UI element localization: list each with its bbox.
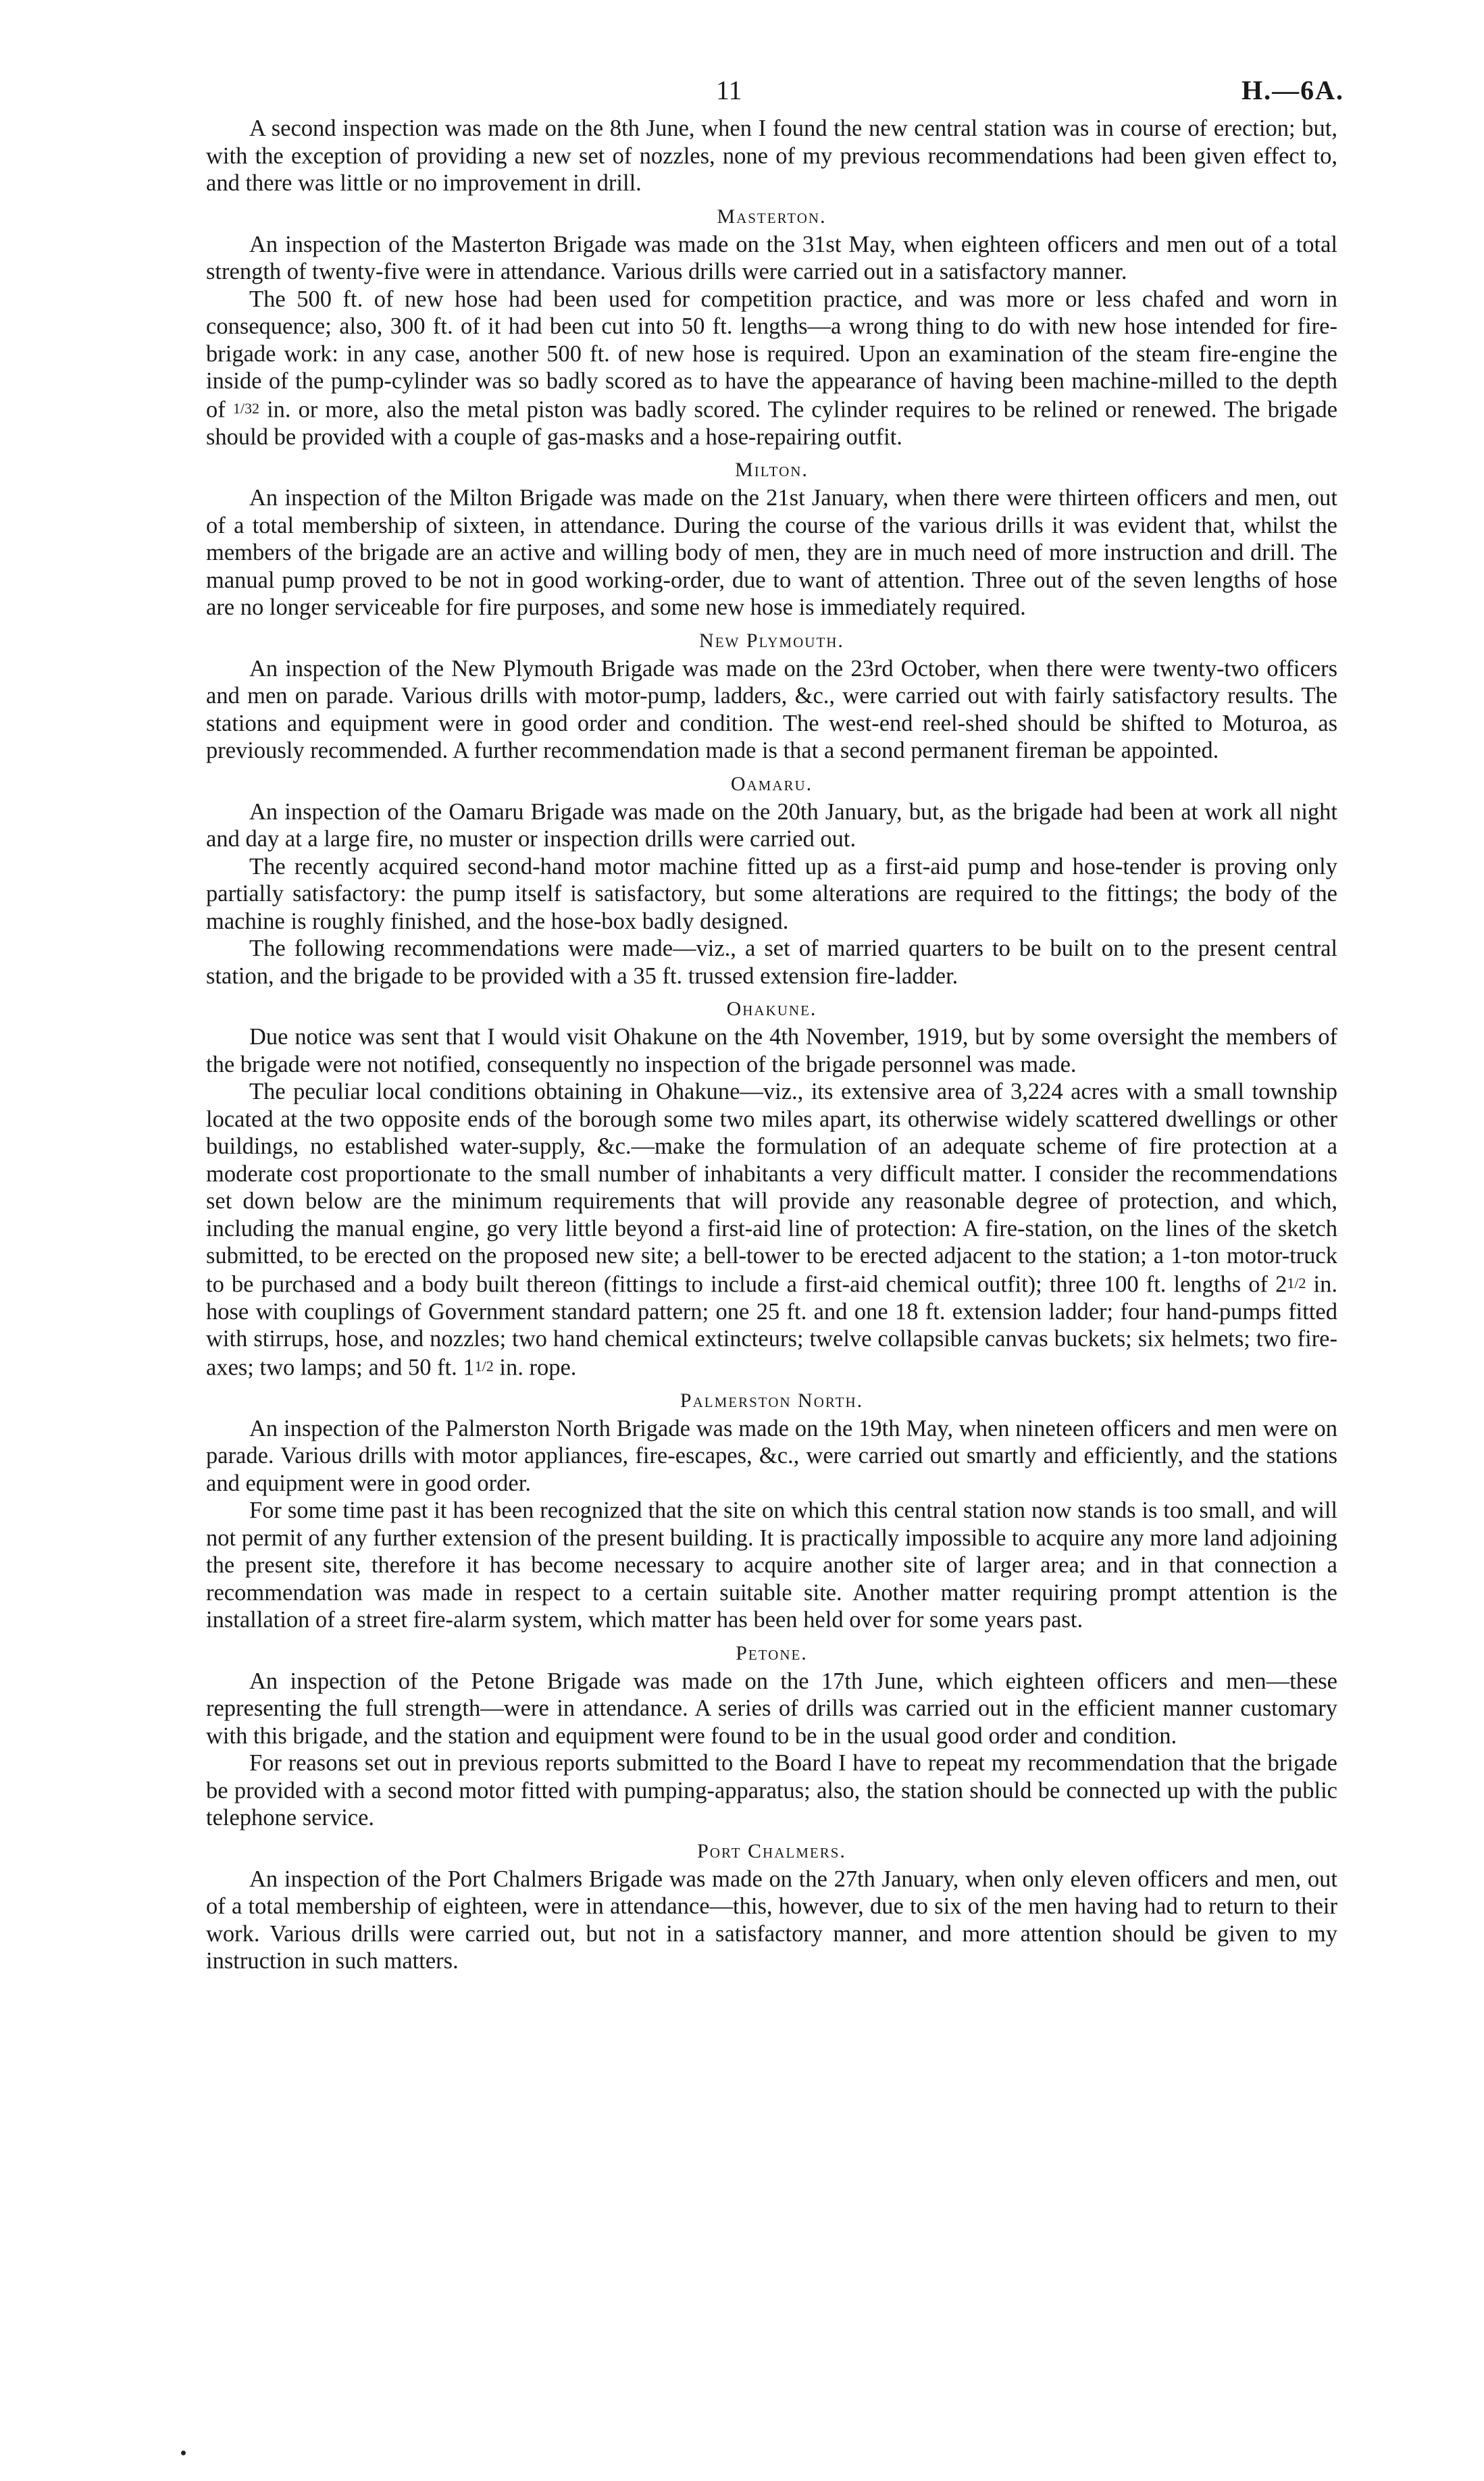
print-speck <box>181 2451 186 2455</box>
running-head <box>206 74 1344 115</box>
section-title-milton: Milton. <box>735 459 809 481</box>
oamaru-paragraph-3: The following recommendations were made—viz., a set of married quarters to be built on to the present central station, and the brigade to be provided with a 35 ft. trussed extension fire-ladder. <box>206 936 1337 989</box>
ohakune-p2-text-b: in. hose with couplings of Government standard pattern; one 25 ft. and one 18 ft. extension ladder; four hand-pumps fitted with stirrups, hose, and nozzles; two hand chemical extincteurs; twelve collapsible canvas buckets; six helmets; two fire-axes; two lamps; and 50 ft. 1 <box>206 1271 1338 1380</box>
ohakune-p2-text-c: in. rope. <box>499 1354 577 1380</box>
section-title-port-chalmers: Port Chalmers. <box>697 1839 846 1862</box>
section-title-masterton: Masterton. <box>717 205 827 228</box>
document-page <box>206 74 1344 1975</box>
new-plymouth-paragraph-1: An inspection of the New Plymouth Brigade was made on the 23rd October, when there were twenty-two officers and men on parade. Various drills with motor-pump, ladders, &c., were carried out with fairly satisfactory results. The stations and equipment were in good order and condition. The west-end reel-shed should be shifted to Moturoa, as previously recommended. A further recommendation made is that a second permanent fireman be appointed. <box>206 655 1337 763</box>
ohakune-paragraph-1: Due notice was sent that I would visit Ohakune on the 4th November, 1919, but by some oversight the members of the brigade were not notified, consequently no inspection of the brigade personnel was made. <box>206 1024 1337 1077</box>
masterton-p2-text-a: The 500 ft. of new hose had been used for competition practice, and was more or less chafed and worn in consequence; also, 300 ft. of it had been cut into 50 ft. lengths—a wrong thing to do with new hose intended for fire-brigade work: in any case, another 500 ft. of new hose is required. Upon an examination of the steam fire-engine the inside of the pump-cylinder was so badly scored as to have the appearance of having been machine-milled to the depth of <box>206 286 1337 422</box>
fraction-one-half: 1/2 <box>1287 1274 1306 1291</box>
document-reference: H.—6A. <box>1242 75 1344 105</box>
port-chalmers-paragraph-1: An inspection of the Port Chalmers Brigade was made on the 27th January, when only eleven officers and men, out of a total membership of eighteen, were in attendance—this, however, due to six of the men having had to return to their work. Various drills were carried out, but not in a satisfactory manner, and more attention should be given to my instruction in such matters. <box>206 1866 1337 1974</box>
section-title-palmerston-north: Palmerston North. <box>680 1389 864 1412</box>
section-title-petone: Petone. <box>736 1641 808 1664</box>
section-title-new-plymouth: New Plymouth. <box>699 629 844 652</box>
masterton-paragraph-2 <box>206 286 1337 451</box>
fraction-one-thirty-second: 1/32 <box>232 399 259 417</box>
section-title-oamaru: Oamaru. <box>730 772 813 795</box>
ohakune-paragraph-2 <box>206 1078 1337 1381</box>
petone-paragraph-1: An inspection of the Petone Brigade was made on the 17th June, which eighteen officers and men—these representing the full strength—were in attendance. A series of drills was carried out in the efficient manner customary with this brigade, and the station and equipment were found to be in the usual good order and condition. <box>206 1668 1337 1749</box>
masterton-p2-text-b: in. or more, also the metal piston was badly scored. The cylinder requires to be relined or renewed. The brigade should be provided with a couple of gas-masks and a hose-repairing outfit. <box>206 397 1338 450</box>
palmerston-north-paragraph-2: For some time past it has been recognized that the site on which this central station now stands is too small, and will not permit of any further extension of the present building. It is practically impossible to acquire any more land adjoining the present site, therefore it has become necessary to acquire another site of larger area; and in that connection a recommendation was made in respect to a certain suitable site. Another matter requiring prompt attention is the installation of a street fire-alarm system, which matter has been held over for some years past. <box>206 1498 1337 1633</box>
intro-paragraph: A second inspection was made on the 8th June, when I found the new central station was in course of erection; but, with the exception of providing a new set of nozzles, none of my previous recommendations had been given effect to, and there was little or no improvement in drill. <box>206 116 1337 196</box>
page-number: 11 <box>716 75 742 105</box>
fraction-one-half: 1/2 <box>474 1357 494 1375</box>
oamaru-paragraph-1: An inspection of the Oamaru Brigade was made on the 20th January, but, as the brigade had been at work all night and day at a large fire, no muster or inspection drills were carried out. <box>206 798 1337 852</box>
section-title-ohakune: Ohakune. <box>726 998 817 1020</box>
petone-paragraph-2: For reasons set out in previous reports submitted to the Board I have to repeat my recommendation that the brigade be provided with a second motor fitted with pumping-apparatus; also, the station should be connected up with the public telephone service. <box>206 1750 1337 1831</box>
ohakune-p2-text-a: The peculiar local conditions obtaining in Ohakune—viz., its extensive area of 3,224 acres with a small township located at the two opposite ends of the borough some two miles apart, its otherwise widely scattered dwellings or other buildings, no established water-supply, &c.—make the formulation of an adequate scheme of fire protection at a moderate cost proportionate to the small number of inhabitants a very difficult matter. I consider the recommendations set down below are the minimum requirements that will provide any reasonable degree of protection, and which, including the manual engine, go very little beyond a first-aid line of protection: A fire-station, on the lines of the sketch submitted, to be erected on the proposed new site; a bell-tower to be erected adjacent to the station; a 1-ton motor-truck to be purchased and a body built thereon (fittings to include a first-aid chemical outfit); three 100 ft. lengths of 2 <box>206 1079 1337 1297</box>
oamaru-paragraph-2: The recently acquired second-hand motor machine fitted up as a first-aid pump and hose-tender is proving only partially satisfactory: the pump itself is satisfactory, but some alterations are required to the fittings; the body of the machine is roughly finished, and the hose-box badly designed. <box>206 853 1337 934</box>
palmerston-north-paragraph-1: An inspection of the Palmerston North Brigade was made on the 19th May, when nineteen officers and men were on parade. Various drills with motor appliances, fire-escapes, &c., were carried out smartly and efficiently, and the stations and equipment were in good order. <box>206 1415 1337 1496</box>
masterton-paragraph-1: An inspection of the Masterton Brigade was made on the 31st May, when eighteen officers and men out of a total strength of twenty-five were in attendance. Various drills were carried out in a satisfactory manner. <box>206 231 1337 284</box>
milton-paragraph-1: An inspection of the Milton Brigade was made on the 21st January, when there were thirteen officers and men, out of a total membership of sixteen, in attendance. During the course of the various drills it was evident that, whilst the members of the brigade are an active and willing body of men, they are in much need of more instruction and drill. The manual pump proved to be not in good working-order, due to want of attention. Three out of the seven lengths of hose are no longer serviceable for fire purposes, and some new hose is immediately required. <box>206 485 1337 620</box>
